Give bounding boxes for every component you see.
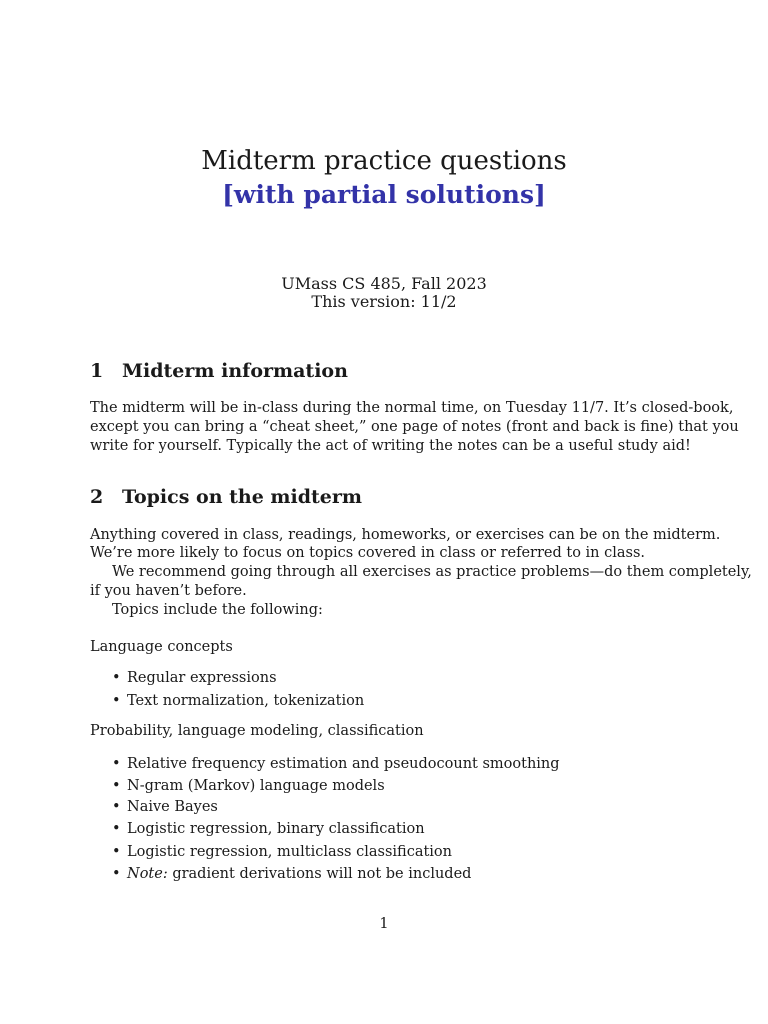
list-item-text: Relative frequency estimation and pseudocount smoothing — [127, 756, 560, 772]
document-title: Midterm practice questions — [201, 146, 567, 176]
paragraph-line: Topics include the following: — [112, 602, 323, 618]
bullet-icon: • — [112, 670, 121, 686]
bullet-icon: • — [112, 844, 121, 860]
section-2-heading — [90, 484, 362, 510]
course-line: UMass CS 485, Fall 2023 — [281, 274, 487, 293]
bullet-icon: • — [112, 756, 121, 772]
section-number: 2 — [90, 486, 104, 508]
section-title: Midterm information — [122, 360, 348, 382]
note-body: gradient derivations will not be included — [167, 866, 472, 882]
section-1-heading — [90, 358, 348, 384]
paragraph-line: We’re more likely to focus on topics covered in class or referred to in class. — [90, 545, 646, 561]
bullet-icon: • — [112, 866, 121, 882]
version-line: This version: 11/2 — [311, 292, 457, 311]
list-item-text: Logistic regression, binary classification — [127, 821, 425, 837]
paragraph-line: We recommend going through all exercises as practice problems—do them completely, — [112, 564, 752, 580]
list-item-text: Text normalization, tokenization — [127, 693, 365, 709]
list-item-text: Regular expressions — [127, 670, 277, 686]
bullet-icon: • — [112, 799, 121, 815]
list-item-text: Logistic regression, multiclass classification — [127, 844, 453, 860]
paragraph-line: The midterm will be in-class during the normal time, on Tuesday 11/7. It’s closed-book, — [90, 400, 734, 416]
bullet-icon: • — [112, 693, 121, 709]
paragraph-line: except you can bring a “cheat sheet,” one page of notes (front and back is fine) that you — [90, 419, 739, 435]
paragraph-line: write for yourself. Typically the act of writing the notes can be a useful study aid! — [90, 438, 691, 454]
note-text — [127, 865, 471, 884]
document-subtitle: [with partial solutions] — [222, 180, 546, 209]
section-number: 1 — [90, 360, 104, 382]
bullet-icon: • — [112, 778, 121, 794]
paragraph-line: if you haven’t before. — [90, 583, 247, 599]
paragraph-line: Anything covered in class, readings, homeworks, or exercises can be on the midterm. — [90, 527, 721, 543]
topic-group-label: Probability, language modeling, classification — [90, 723, 424, 739]
list-item-text: N-gram (Markov) language models — [127, 778, 385, 794]
bullet-icon: • — [112, 821, 121, 837]
page-number: 1 — [379, 916, 389, 932]
topic-group-label: Language concepts — [90, 639, 233, 655]
note-prefix: Note: — [127, 866, 168, 882]
list-item-text: Naive Bayes — [127, 799, 218, 815]
section-title: Topics on the midterm — [122, 486, 362, 508]
